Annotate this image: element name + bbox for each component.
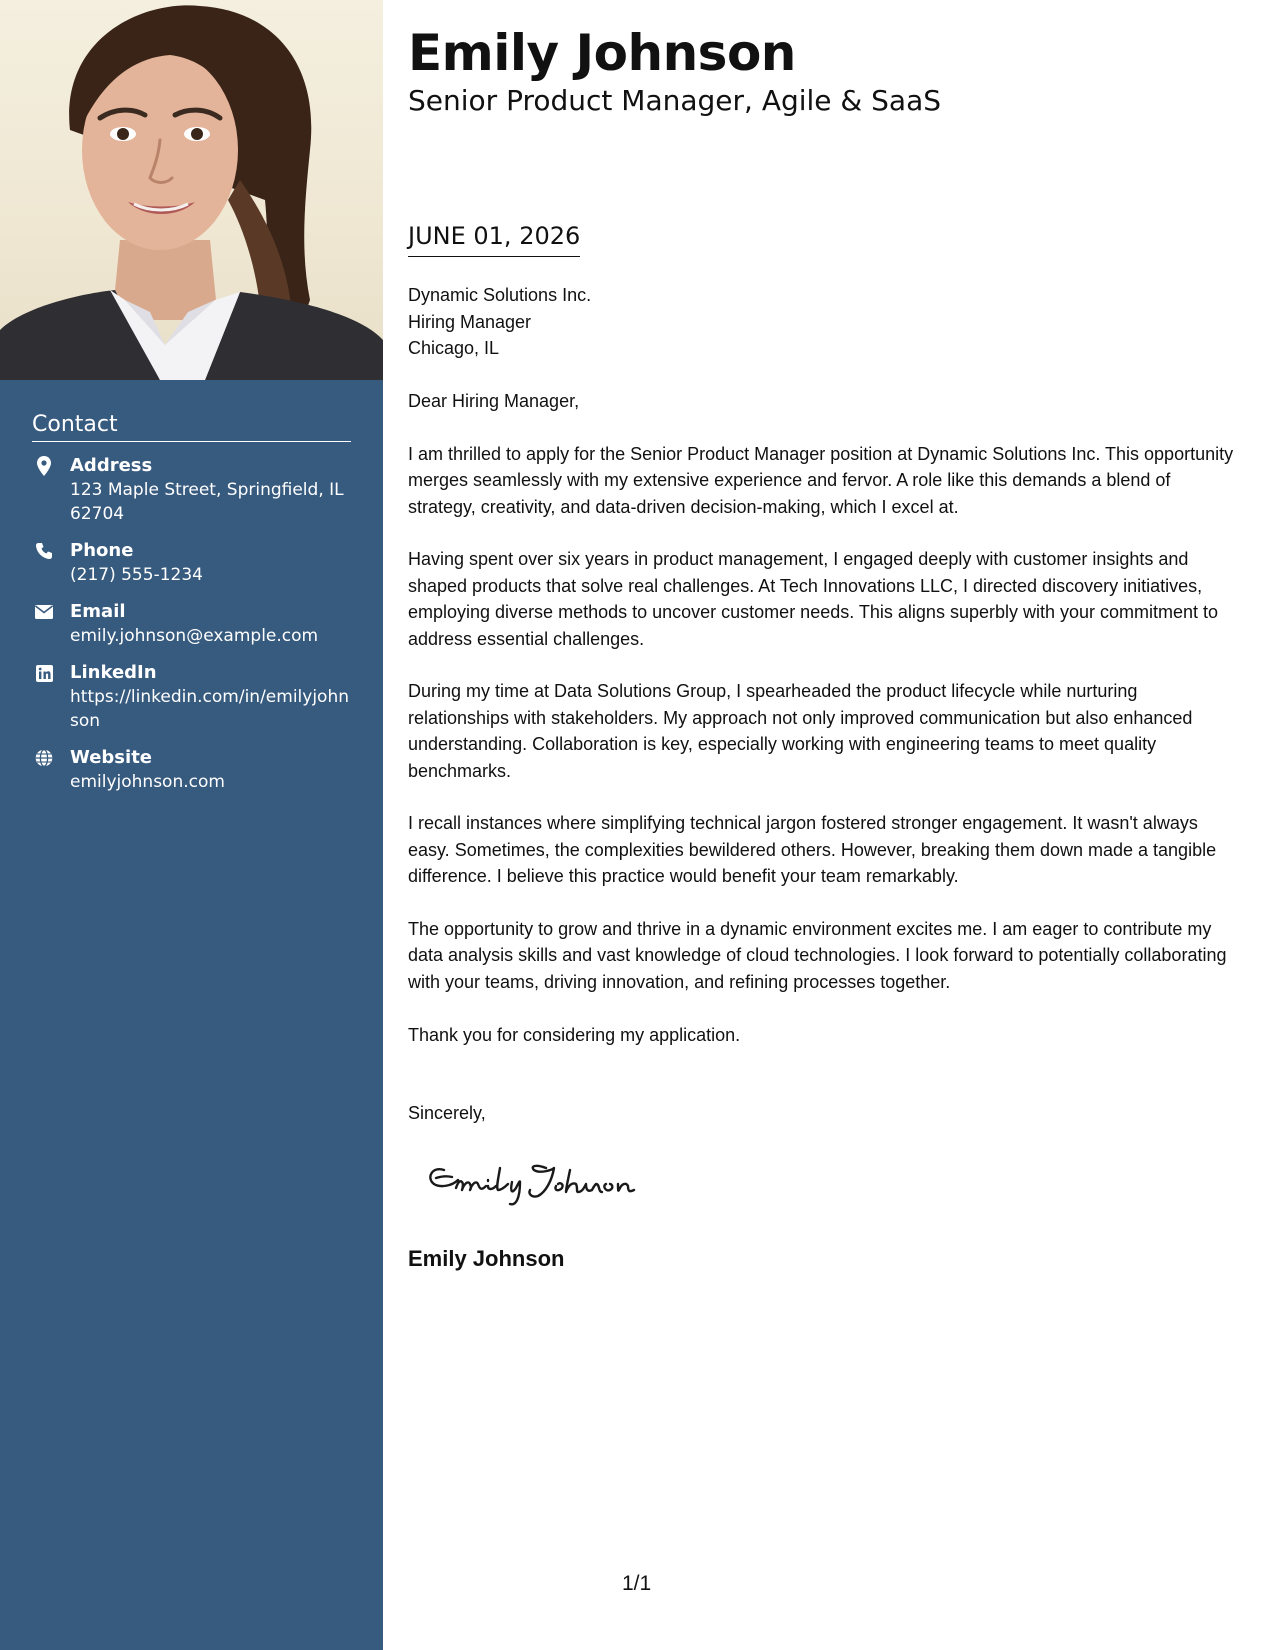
phone-icon <box>34 541 54 561</box>
paragraph: The opportunity to grow and thrive in a dynamic environment excites me. I am eager to contribute my data analysis skills and vast knowledge of cloud technologies. I look forward to potentially collaborating with your teams, driving innovation, and refining processes together. <box>408 919 1227 992</box>
contact-email <box>32 600 351 648</box>
signoff: Sincerely, <box>408 1103 486 1123</box>
contact-website <box>32 746 351 794</box>
contact-label: Website <box>70 747 153 768</box>
handwritten-signature <box>422 1150 662 1215</box>
recipient-block <box>408 282 591 362</box>
contact-linkedin <box>32 661 351 733</box>
envelope-icon <box>34 602 54 622</box>
recipient-contact: Hiring Manager <box>408 311 532 332</box>
applicant-title: Senior Product Manager, Agile & SaaS <box>408 84 942 117</box>
paragraph: I recall instances where simplifying technical jargon fostered stronger engagement. It wasn't always easy. Sometimes, the complexities bewildered others. However, breaking them down made a tangible difference. I believe this practice would benefit your team remarkably. <box>408 813 1217 887</box>
email-value[interactable]: emily.johnson@example.com <box>70 626 319 646</box>
paragraph: During my time at Data Solutions Group, I spearheaded the product lifecycle while nurturing relationships with stakeholders. My approach not only improved communication but also enhanced understanding. Collaboration is key, especially working with engineering teams to meet quality benchmarks. <box>408 681 1193 781</box>
signer-name: Emily Johnson <box>408 1246 565 1271</box>
closing-line: Thank you for considering my application. <box>408 1024 741 1045</box>
page-number: 1/1 <box>622 1572 652 1595</box>
letter-content <box>408 388 1243 1074</box>
contact-label: Email <box>70 601 126 622</box>
contact-address <box>32 454 351 526</box>
applicant-name: Emily Johnson <box>408 24 796 82</box>
paragraph: I am thrilled to apply for the Senior Product Manager position at Dynamic Solutions Inc. This opportunity merges seamlessly with my extensive experience and fervor. A role like this demands a blend of strategy, creativity, and data-driven decision-making, which I excel at. <box>408 443 1234 517</box>
phone-value[interactable]: (217) 555-1234 <box>70 565 203 585</box>
paragraph: Having spent over six years in product management, I engaged deeply with customer insights and shaped products that solve real challenges. At Tech Innovations LLC, I directed discovery initiatives, employing diverse methods to uncover customer needs. This aligns superbly with your commitment to address essential challenges. <box>408 549 1219 649</box>
recipient-company: Dynamic Solutions Inc. <box>408 285 592 305</box>
address-value: 123 Maple Street, Springfield, IL 62704 <box>70 480 344 524</box>
contact-label: Address <box>70 455 153 476</box>
sidebar <box>0 0 383 1650</box>
linkedin-icon <box>34 663 54 683</box>
linkedin-value[interactable]: https://linkedin.com/in/emilyjohnson <box>70 687 350 731</box>
letter-date: JUNE 01, 2026 <box>408 222 580 257</box>
website-value[interactable]: emilyjohnson.com <box>70 772 225 792</box>
profile-photo <box>0 0 383 380</box>
salutation: Dear Hiring Manager, <box>408 391 580 411</box>
recipient-location: Chicago, IL <box>408 338 500 358</box>
contact-phone <box>32 539 351 587</box>
contact-label: LinkedIn <box>70 662 157 683</box>
contact-heading: Contact <box>32 412 351 442</box>
contact-label: Phone <box>70 540 134 561</box>
globe-icon <box>34 748 54 768</box>
location-pin-icon <box>34 456 54 476</box>
contact-section <box>32 412 351 807</box>
